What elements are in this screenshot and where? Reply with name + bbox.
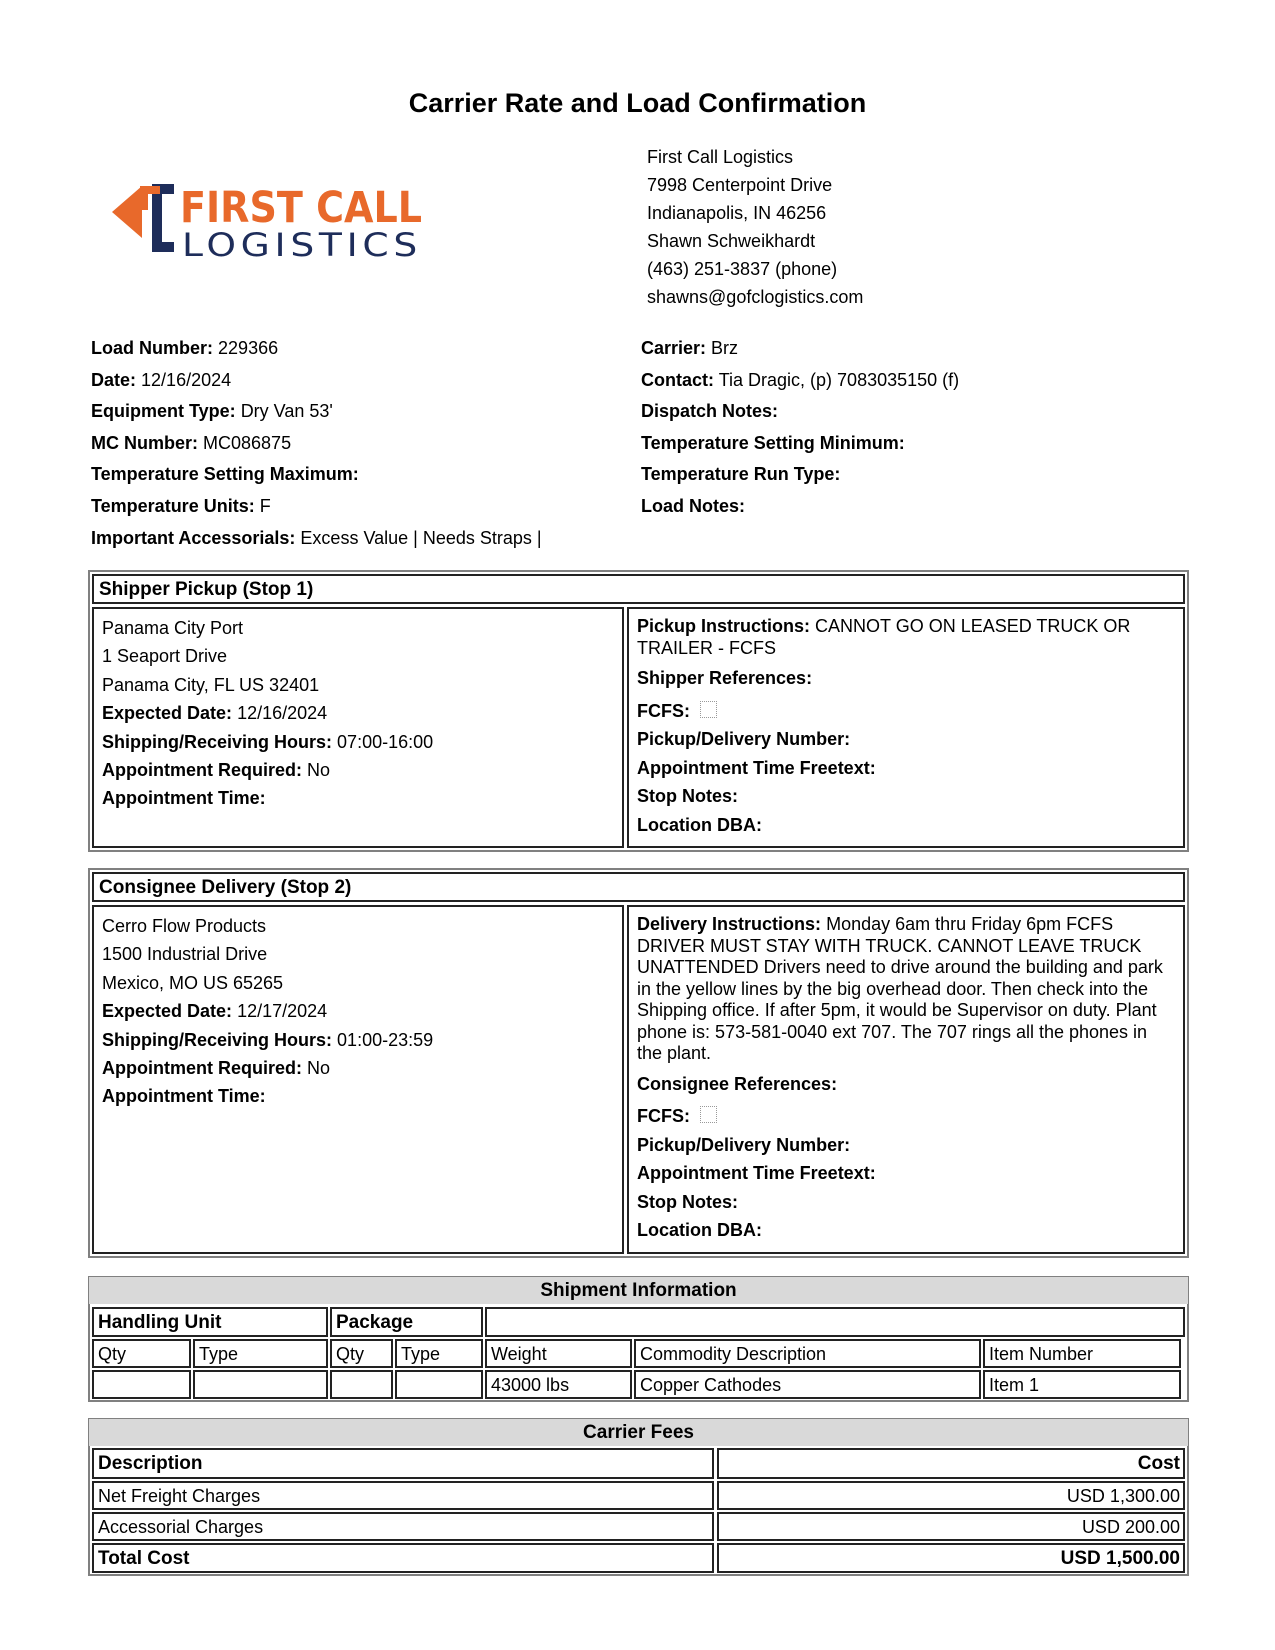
pickup-expected-row: Expected Date: 12/16/2024: [102, 703, 328, 724]
mc-number: MC086875: [203, 432, 292, 453]
temp-units-row: Temperature Units: F: [91, 495, 271, 516]
load-details-right: [641, 333, 959, 523]
cell-package-qty: [330, 1370, 393, 1399]
col-commodity: Commodity Description: [634, 1339, 981, 1368]
dispatch-notes-row: Dispatch Notes:: [641, 401, 779, 422]
pickup-address-cell: [92, 607, 624, 848]
pickup-hours-row: Shipping/Receiving Hours: 07:00-16:00: [102, 731, 434, 752]
pickup-appt-time-row: Appointment Time:: [102, 788, 266, 809]
pickup-instructions: Pickup Instructions: CANNOT GO ON LEASED TRUCK OR TRAILER - FCFS: [637, 616, 1131, 658]
carrier-row: Carrier: Brz: [641, 338, 739, 358]
fee-row-desc: Accessorial Charges: [92, 1512, 714, 1541]
load-details-left: [91, 333, 542, 554]
shipment-heading: Shipment Information: [89, 1277, 1188, 1304]
fee-row-cost: USD 200.00: [717, 1512, 1185, 1541]
pickup-heading: Shipper Pickup (Stop 1): [92, 574, 1185, 604]
cell-weight: 43000 lbs: [485, 1370, 632, 1399]
pickup-dba-label: Location DBA:: [637, 814, 762, 835]
pickup-city: Panama City, FL US 32401: [102, 674, 320, 695]
pickup-appt-freetext-label: Appointment Time Freetext:: [637, 757, 876, 778]
company-contact: Shawn Schweikhardt: [647, 231, 816, 251]
logo-bracket: [152, 184, 174, 252]
temp-units: F: [259, 495, 271, 516]
package-header: Package: [330, 1307, 483, 1337]
company-info: [647, 143, 863, 311]
equipment-type: Dry Van 53': [240, 401, 333, 422]
delivery-refs-label: Consignee References:: [637, 1073, 838, 1094]
logo-line1: FIRST CALL: [180, 183, 422, 233]
delivery-hours: 01:00-23:59: [337, 1029, 434, 1050]
accessorials-row: Important Accessorials: Excess Value | Needs Straps |: [91, 527, 542, 548]
logo-arrow: [112, 186, 142, 238]
col-handling-type: Type: [193, 1339, 328, 1368]
cell-handling-qty: [92, 1370, 191, 1399]
date-row: Date: 12/16/2024: [91, 369, 232, 390]
pickup-fcfs-row: FCFS:: [637, 697, 1183, 726]
temp-max-row: Temperature Setting Maximum:: [91, 464, 359, 485]
cell-package-type: [395, 1370, 483, 1399]
load-number: 229366: [218, 338, 279, 358]
total-cost-value: USD 1,500.00: [717, 1543, 1185, 1573]
delivery-dba-label: Location DBA:: [637, 1220, 762, 1240]
pickup-refs-label: Shipper References:: [637, 668, 813, 688]
pickup-street: 1 Seaport Drive: [102, 646, 228, 667]
company-name: First Call Logistics: [647, 147, 794, 167]
load-number-row: Load Number: 229366: [91, 338, 279, 358]
pickup-location-name: Panama City Port: [102, 618, 244, 638]
col-handling-qty: Qty: [92, 1339, 191, 1368]
total-cost-label: Total Cost: [92, 1543, 714, 1573]
fees-description-header: Description: [92, 1448, 714, 1479]
shipment-blank-header: [485, 1307, 1185, 1337]
cell-item-number: Item 1: [983, 1370, 1181, 1399]
company-phone: (463) 251-3837 (phone): [647, 259, 838, 279]
pickup-appt-required: No: [307, 760, 331, 781]
fees-cost-header: Cost: [717, 1448, 1185, 1479]
delivery-fcfs-checkbox[interactable]: [700, 1106, 717, 1123]
load-notes-row: Load Notes:: [641, 495, 746, 516]
delivery-expected-row: Expected Date: 12/17/2024: [102, 1001, 328, 1022]
pickup-instructions-cell: [627, 607, 1185, 848]
col-item-number: Item Number: [983, 1339, 1181, 1368]
delivery-hours-row: Shipping/Receiving Hours: 01:00-23:59: [102, 1029, 434, 1050]
load-date: 12/16/2024: [141, 369, 232, 390]
delivery-instructions: Delivery Instructions: Monday 6am thru Friday 6pm FCFS DRIVER MUST STAY WITH TRUCK. CANNOT LEAVE TRUCK UNATTENDED Drivers need to drive around the building and park in the yellow lines by the big overhead door. Then check into the Shipping office. If after 5pm, it would be Supervisor on duty. Plant phone is: 573-581-0040 ext 707. The 707 rings all the phones in the plant.: [637, 914, 1163, 1063]
delivery-appt-freetext-label: Appointment Time Freetext:: [637, 1163, 876, 1183]
col-package-type: Type: [395, 1339, 483, 1368]
cell-handling-type: [193, 1370, 328, 1399]
logo-line2: LOGISTICS: [182, 226, 422, 264]
delivery-location-name: Cerro Flow Products: [102, 916, 267, 936]
delivery-appt-req-row: Appointment Required: No: [102, 1058, 331, 1079]
cell-commodity: Copper Cathodes: [634, 1370, 981, 1399]
carrier-name: Brz: [711, 338, 739, 358]
fee-row-desc: Net Freight Charges: [92, 1481, 714, 1510]
equipment-row: Equipment Type: Dry Van 53': [91, 401, 333, 422]
delivery-street: 1500 Industrial Drive: [102, 944, 268, 965]
fees-heading: Carrier Fees: [89, 1419, 1188, 1446]
pickup-appt-req-row: Appointment Required: No: [102, 760, 331, 781]
delivery-city: Mexico, MO US 65265: [102, 972, 284, 993]
page-title: Carrier Rate and Load Confirmation: [408, 88, 867, 118]
col-package-qty: Qty: [330, 1339, 393, 1368]
delivery-expected-date: 12/17/2024: [237, 1001, 328, 1022]
mc-row: MC Number: MC086875: [91, 432, 292, 453]
delivery-appt-time-row: Appointment Time:: [102, 1086, 266, 1107]
delivery-appt-required: No: [307, 1058, 331, 1079]
delivery-address-cell: [92, 905, 624, 1254]
temp-min-row: Temperature Setting Minimum:: [641, 432, 905, 453]
delivery-pd-number-label: Pickup/Delivery Number:: [637, 1134, 851, 1155]
contact-row: Contact: Tia Dragic, (p) 7083035150 (f): [641, 369, 960, 390]
pickup-expected-date: 12/16/2024: [237, 703, 328, 724]
pickup-fcfs-checkbox[interactable]: [700, 701, 717, 718]
delivery-heading: Consignee Delivery (Stop 2): [92, 872, 1185, 902]
temp-run-row: Temperature Run Type:: [641, 464, 841, 485]
carrier-contact: Tia Dragic, (p) 7083035150 (f): [718, 369, 960, 390]
pickup-hours: 07:00-16:00: [337, 731, 434, 752]
accessorials: Excess Value | Needs Straps |: [300, 527, 542, 548]
pickup-stop-notes-label: Stop Notes:: [637, 786, 738, 806]
company-street: 7998 Centerpoint Drive: [647, 175, 833, 195]
delivery-fcfs-row: FCFS:: [637, 1102, 1183, 1131]
company-logo: [112, 180, 432, 270]
delivery-instructions-cell: [627, 905, 1185, 1254]
delivery-stop-notes-label: Stop Notes:: [637, 1191, 738, 1212]
company-city: Indianapolis, IN 46256: [647, 203, 827, 223]
col-weight: Weight: [485, 1339, 632, 1368]
fee-row-cost: USD 1,300.00: [717, 1481, 1185, 1510]
handling-unit-header: Handling Unit: [92, 1307, 328, 1337]
company-email: shawns@gofclogistics.com: [647, 287, 864, 307]
pickup-pd-number-label: Pickup/Delivery Number:: [637, 729, 851, 749]
